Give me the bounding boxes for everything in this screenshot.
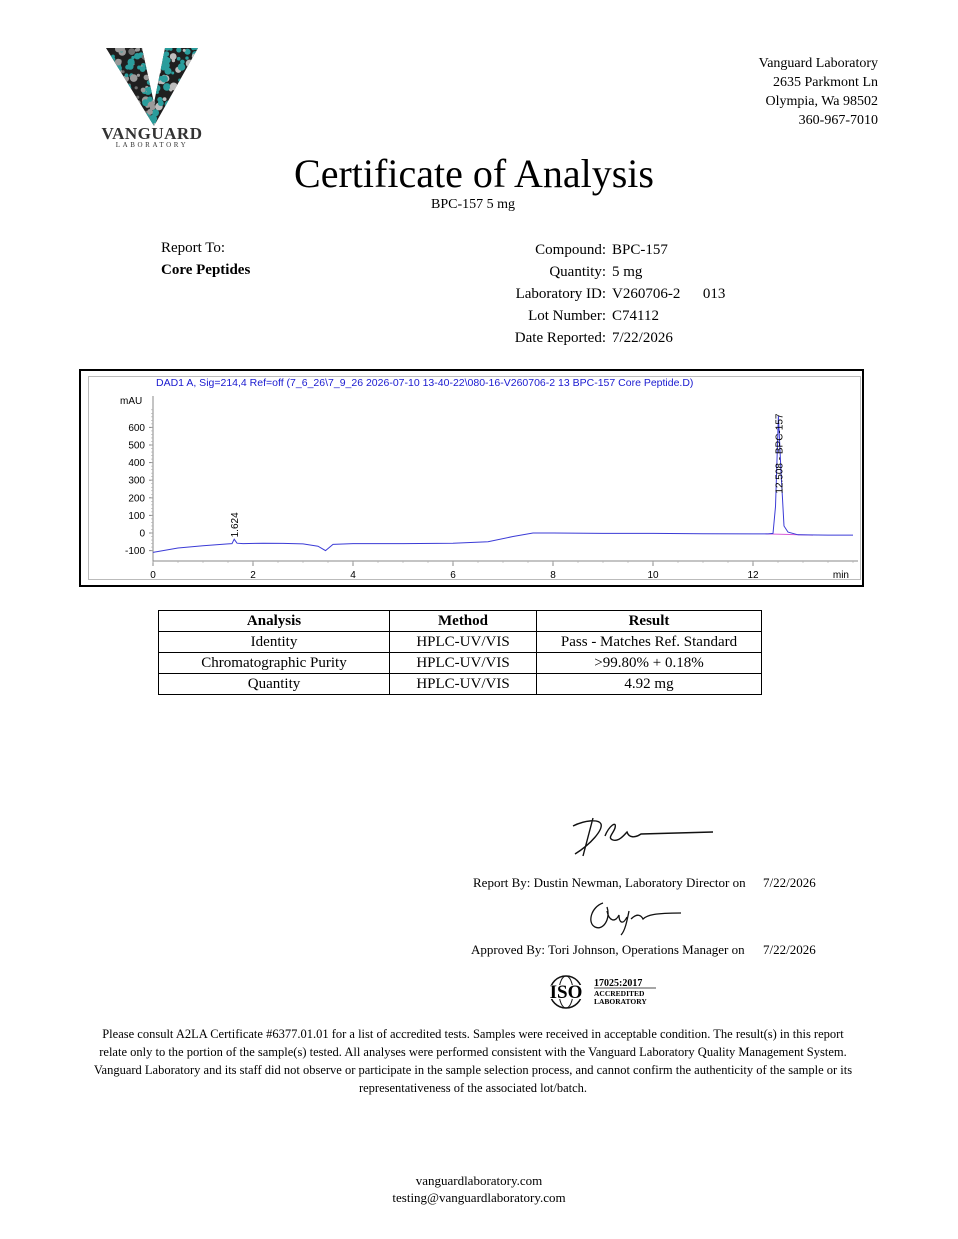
logo-texture-dot (121, 97, 125, 101)
info-row (440, 305, 725, 327)
logo-texture-dot (106, 105, 114, 113)
logo-texture-dot (106, 73, 110, 77)
info-key: Date Reported: (514, 330, 606, 346)
logo-texture-dot (146, 64, 150, 68)
logo-texture-dot (132, 109, 137, 114)
x-tick-label: 4 (350, 570, 356, 581)
logo-texture-dot (113, 84, 118, 89)
logo-texture-dot (170, 83, 178, 91)
logo-texture-dot (166, 119, 170, 123)
iso-line2: LABORATORY (594, 997, 647, 1006)
logo-texture-dot (125, 87, 131, 93)
document-subtitle: BPC-157 5 mg (430, 197, 515, 212)
logo-texture-dot (144, 75, 150, 81)
cell-result: 4.92 mg (537, 674, 762, 695)
logo-texture-dot (195, 83, 198, 86)
logo-texture-dot (170, 96, 174, 100)
logo-texture-dot (147, 80, 152, 85)
logo-texture-dot (185, 56, 188, 59)
logo-texture-dot (104, 71, 110, 77)
y-tick-label: 0 (139, 528, 145, 540)
logo-texture-dot (108, 73, 113, 78)
y-tick-label: 400 (128, 458, 145, 470)
logo-texture-dot (183, 90, 187, 94)
logo-texture-dot (181, 84, 188, 91)
logo-texture-dot (165, 114, 169, 118)
footer (0, 1172, 958, 1206)
logo-texture-dot (124, 89, 130, 95)
logo-texture-dot (186, 60, 194, 68)
col-header-method: Method (390, 611, 537, 632)
logo-texture-dot (147, 109, 153, 115)
cell-method: HPLC-UV/VIS (390, 674, 537, 695)
logo-texture-dot (148, 55, 155, 62)
logo-texture-dot (190, 68, 197, 75)
iso-line1: ACCREDITED (594, 989, 645, 998)
logo-texture-dot (107, 77, 113, 83)
logo-texture-dot (190, 71, 196, 77)
iso-standard: 17025:2017 (594, 978, 643, 989)
logo-texture-dot (144, 52, 147, 55)
lab-city: Olympia, Wa 98502 (765, 94, 878, 109)
logo-texture-dot (113, 79, 121, 87)
y-tick-label: 500 (128, 440, 145, 452)
logo-texture-dot (148, 77, 153, 82)
logo-texture-dot (114, 106, 121, 113)
logo-texture-dot (115, 74, 122, 81)
logo-texture-dot (181, 93, 184, 96)
logo-texture-dot (193, 94, 198, 99)
logo-texture-dot (115, 102, 121, 108)
document-title: Certificate of Analysis (294, 151, 654, 196)
report-by-date: 7/22/2026 (763, 875, 816, 890)
logo-texture-dot (172, 119, 175, 122)
logo-texture-dot (155, 59, 162, 66)
logo-texture-dot (184, 110, 189, 115)
logo-texture-dot (191, 107, 199, 115)
logo-subtitle: LABORATORY (115, 141, 189, 149)
logo-texture-dot (193, 116, 197, 120)
logo-texture-dot (188, 105, 192, 109)
logo-texture-dot (153, 79, 156, 82)
info-value: BPC-157 (612, 242, 668, 258)
logo-texture-dot (117, 91, 123, 97)
logo-texture-dot (122, 70, 125, 73)
logo-texture-dot (144, 118, 148, 122)
iso-mark: ISO (549, 982, 583, 1003)
logo-texture-dot (194, 69, 197, 72)
logo-texture-dot (167, 109, 175, 117)
logo-texture-dot (114, 110, 121, 117)
info-key: Compound: (535, 242, 606, 258)
logo-texture-dot (153, 68, 158, 73)
logo-texture-dot (136, 96, 139, 99)
logo-texture-dot (186, 82, 191, 87)
logo-texture-dot (125, 65, 130, 70)
cell-result: >99.80% + 0.18% (537, 653, 762, 674)
logo-texture-dot (153, 112, 157, 116)
logo-texture-dot (149, 50, 153, 54)
footer-email: testing@vanguardlaboratory.com (392, 1190, 566, 1205)
logo-texture-dot (178, 100, 181, 103)
logo-texture-dot (134, 53, 140, 59)
logo-texture-dot (178, 93, 184, 99)
logo-texture-dot (135, 100, 141, 106)
table-row (159, 674, 762, 695)
report-to-label: Report To: (161, 240, 226, 256)
logo-texture-dot (155, 48, 159, 52)
signature-dustin-newman (565, 814, 715, 860)
logo-texture-dot (183, 49, 186, 52)
logo-texture-dot (120, 112, 126, 118)
cell-analysis: Quantity (159, 674, 390, 695)
logo-texture-dot (119, 107, 125, 113)
chart-title: DAD1 A, Sig=214,4 Ref=off (7_6_26\7_9_26 2026-07-10 13-40-22\080-16-V260706-2 13 BPC-157 Core Peptide.D) (156, 377, 694, 389)
logo-texture-dot (141, 88, 146, 93)
x-tick-label: 2 (250, 570, 256, 581)
logo-texture-dot (112, 80, 119, 87)
logo-texture-dot (168, 105, 173, 110)
logo-texture-dot (128, 48, 135, 55)
cell-method: HPLC-UV/VIS (390, 632, 537, 653)
logo-texture-dot (103, 90, 110, 97)
logo-texture-dot (125, 114, 130, 119)
approved-by-text: Approved By: Tori Johnson, Operations Manager on (471, 942, 745, 957)
logo-texture-dot (156, 60, 162, 66)
lab-street: 2635 Parkmont Ln (773, 75, 878, 90)
logo-texture-dot (162, 61, 170, 69)
logo-texture-dot (181, 114, 188, 121)
logo-texture-dot (149, 77, 156, 84)
logo-texture-dot (105, 69, 111, 75)
logo-texture-dot (130, 94, 136, 100)
logo-texture-dot (147, 97, 152, 102)
report-to-name: Core Peptides (161, 262, 251, 278)
col-header-result: Result (537, 611, 762, 632)
logo-texture-dot (162, 58, 165, 61)
logo-texture-dot (108, 74, 113, 79)
logo-texture-dot (179, 103, 185, 109)
logo-texture-dot (145, 117, 151, 123)
logo-texture-dot (154, 68, 161, 75)
logo-texture-dot (149, 79, 156, 86)
logo-texture-dot (192, 105, 195, 108)
logo-texture-dot (135, 86, 138, 89)
cell-method: HPLC-UV/VIS (390, 653, 537, 674)
logo-texture-dot (111, 64, 115, 68)
logo-texture-dot (149, 48, 153, 51)
logo-texture-dot (193, 73, 200, 80)
logo-texture-dot (178, 79, 181, 82)
logo-texture-dot (176, 100, 180, 104)
logo-texture-dot (177, 57, 181, 61)
y-tick-label: 200 (128, 493, 145, 505)
logo-texture-dot (131, 116, 137, 122)
logo-texture-dot (155, 72, 159, 76)
info-key: Laboratory ID: (515, 286, 606, 302)
y-axis-label: mAU (120, 396, 143, 407)
x-tick-label: 8 (550, 570, 556, 581)
info-row (440, 327, 725, 349)
logo-texture-dot (185, 94, 189, 98)
logo-texture-dot (109, 65, 114, 70)
logo-texture-dot (106, 65, 109, 68)
logo-texture-dot (115, 70, 120, 75)
logo-texture-dot (127, 104, 134, 111)
info-value: 7/22/2026 (612, 330, 673, 346)
logo-texture-dot (135, 113, 142, 120)
logo-texture-dot (112, 115, 115, 118)
logo-texture-dot (161, 75, 168, 82)
logo-texture-dot (187, 93, 194, 100)
logo-texture-dot (116, 65, 122, 71)
logo-texture-dot (111, 55, 115, 59)
lab-address (759, 54, 878, 130)
logo-texture-dot (119, 93, 122, 96)
logo-texture-dot (193, 87, 196, 90)
logo-texture-dot (115, 59, 122, 66)
logo-texture-dot (114, 101, 121, 108)
logo-texture-dot (188, 109, 191, 112)
logo-texture-dot (130, 92, 133, 95)
logo-texture-dot (177, 102, 185, 110)
logo-texture-dot (140, 66, 146, 72)
logo-texture-dot (163, 97, 167, 101)
cell-analysis: Chromatographic Purity (159, 653, 390, 674)
logo-texture-dot (118, 105, 125, 112)
logo-texture-dot (186, 98, 191, 103)
logo-texture-dot (186, 73, 190, 77)
logo-texture-dot (164, 120, 167, 123)
info-value: C74112 (612, 308, 659, 324)
logo-texture-dot (106, 89, 112, 95)
logo-texture-dot (148, 54, 153, 59)
logo-texture-dot (187, 91, 190, 94)
x-tick-label: 10 (647, 570, 659, 581)
logo-texture-dot (128, 107, 135, 114)
disclaimer-text: Please consult A2LA Certificate #6377.01.01 for a list of accredited tests. Samples were received in acceptable condition. The result(s) in this report relate only to the portion of the sample(s) tested. All analyses were performed consistent with the Vanguard Laboratory Quality Management System. Vanguard Laboratory and its staff did not observe or participate in the sample selection process, and cannot confirm the authenticity of the sample or its representativeness of the associated lot/batch. (93, 1027, 853, 1095)
logo-texture-dot (183, 78, 188, 83)
peak-label: 1.624 (230, 512, 242, 538)
info-key: Lot Number: (528, 308, 606, 324)
logo-texture-dot (192, 93, 197, 98)
info-row (440, 283, 725, 305)
footer-website: vanguardlaboratory.com (415, 1173, 543, 1188)
logo-texture-dot (194, 60, 197, 63)
logo-texture-dot (105, 72, 111, 78)
logo-texture-dot (174, 102, 180, 108)
y-tick-label: 300 (128, 475, 145, 487)
lab-name: Vanguard Laboratory (758, 56, 878, 71)
report-by-text: Report By: Dustin Newman, Laboratory Director on (473, 875, 746, 890)
info-row (440, 261, 725, 283)
x-tick-label: 6 (450, 570, 456, 581)
signature-tori-johnson (585, 897, 685, 937)
logo-texture-dot (174, 97, 179, 102)
logo-texture-dot (165, 101, 173, 109)
logo-wordmark: VANGUARD (101, 124, 203, 143)
logo-texture-dot (154, 85, 161, 92)
logo-texture-dot (192, 54, 197, 59)
logo-texture-dot (137, 74, 140, 77)
logo-texture-dot (146, 58, 151, 63)
logo-texture-dot (191, 71, 196, 76)
iso-accreditation-badge (546, 974, 661, 1010)
table-row (159, 653, 762, 674)
logo-texture-dot (110, 74, 114, 78)
logo-texture-dot (137, 117, 144, 124)
chromatogram-trace (153, 416, 853, 552)
logo-texture-dot (103, 83, 108, 88)
logo-texture-dot (149, 65, 156, 72)
logo-texture-dot (178, 63, 186, 71)
logo-texture-dot (170, 53, 177, 60)
logo-texture-dot (181, 104, 187, 110)
x-tick-label: 0 (150, 570, 156, 581)
logo-texture-dot (193, 77, 201, 85)
logo-texture-dot (188, 76, 195, 83)
x-axis-label: min (832, 570, 849, 581)
approved-by-date: 7/22/2026 (763, 942, 816, 957)
logo-texture-dot (170, 99, 173, 102)
results-table (158, 610, 762, 695)
logo-texture-dot (111, 59, 114, 62)
logo-texture-dot (146, 87, 152, 93)
logo-texture-dot (130, 74, 138, 82)
y-tick-label: 100 (128, 510, 145, 522)
y-tick-label: -100 (124, 546, 145, 558)
logo-texture-dot (123, 84, 131, 92)
logo-texture-dot (142, 54, 148, 60)
col-header-analysis: Analysis (159, 611, 390, 632)
logo-texture-dot (188, 112, 195, 119)
cell-analysis: Identity (159, 632, 390, 653)
info-row (440, 239, 725, 261)
chromatogram-chart (88, 376, 861, 580)
y-tick-label: 600 (128, 422, 145, 434)
info-value: V260706-2 013 (612, 286, 726, 302)
table-row (159, 632, 762, 653)
logo-texture-dot (128, 118, 134, 124)
cell-result: Pass - Matches Ref. Standard (537, 632, 762, 653)
logo-texture-dot (158, 100, 164, 106)
logo-texture-dot (105, 57, 111, 63)
logo-texture-dot (111, 103, 118, 110)
logo-texture-dot (145, 64, 152, 71)
logo-texture-dot (122, 87, 126, 91)
lab-phone: 360-967-7010 (798, 113, 878, 128)
logo-texture-dot (180, 103, 186, 109)
logo-texture-dot (139, 113, 146, 120)
peak-label: 12.508 - BPC-157 (774, 413, 786, 494)
table-header-row (159, 611, 762, 632)
logo-texture-dot (125, 73, 129, 77)
sample-info (440, 239, 725, 349)
logo-texture-dot (148, 103, 152, 107)
logo-texture-dot (115, 72, 118, 75)
logo-texture-dot (148, 65, 153, 70)
info-value: 5 mg (612, 264, 643, 280)
logo-texture-dot (128, 59, 135, 66)
logo-texture-dot (171, 72, 174, 75)
info-key: Quantity: (549, 264, 606, 280)
x-tick-label: 12 (747, 570, 759, 581)
logo-texture-dot (169, 114, 174, 119)
logo-texture-dot (165, 114, 169, 118)
logo-texture-dot (152, 64, 155, 67)
logo-texture-dot (127, 105, 130, 108)
